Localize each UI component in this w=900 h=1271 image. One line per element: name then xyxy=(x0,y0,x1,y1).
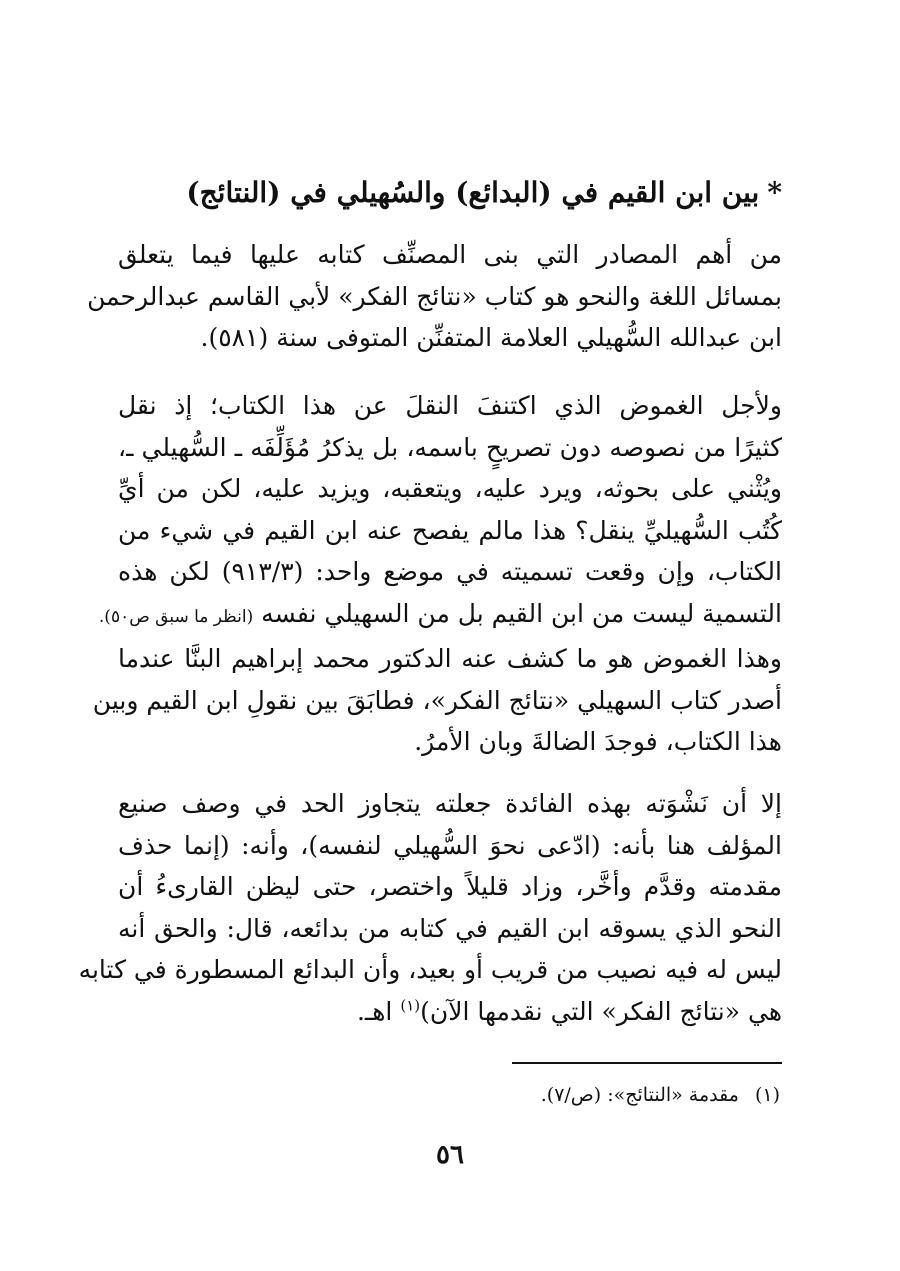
paragraph-3 xyxy=(78,783,782,1032)
footnote-separator xyxy=(512,1062,782,1064)
paragraph-line: المؤلف هنا بأنه: (ادّعى نحوَ السُّهيلي لنفسه)، وأنه: (إنما حذف xyxy=(118,830,782,860)
footnote-reference: (١) xyxy=(400,996,421,1015)
footnote-number: (١) xyxy=(754,1084,780,1106)
paragraph-line: من أهم المصادر التي بنى المصنِّف كتابه عليها فيما يتعلق xyxy=(118,240,782,269)
paragraph-line: الكتاب، وإن وقعت تسميته في موضع واحد: (٩١٣/٣) لكن هذه xyxy=(118,557,782,586)
footnote-text: مقدمة «النتائج»: (ص/٧). xyxy=(540,1084,739,1106)
paragraph-line: كثيرًا من نصوصه دون تصريحٍ باسمه، بل يذكرُ مُؤَلِّفَه ـ السُّهيلي ـ، xyxy=(118,432,782,462)
paragraph-line: بمسائل اللغة والنحو هو كتاب «نتائج الفكر» لأبي القاسم عبدالرحمن xyxy=(87,281,782,311)
paragraph-line: ويُثْني على بحوثه، ويرد عليه، ويتعقبه، ويزيد عليه، لكن من أيِّ xyxy=(118,474,782,503)
paragraph-line: مقدمته وقدَّم وأخَّر، وزاد قليلاً واختصر، حتى ليظن القارىءُ أن xyxy=(118,872,782,901)
heading-marker: * xyxy=(767,176,782,209)
paragraph-last-line xyxy=(118,991,782,1033)
paragraph-line: النحو الذي يسوقه ابن القيم في كتابه من بدائعه، قال: والحق أنه xyxy=(118,913,782,943)
paragraph-line-text: هي «نتائج الفكر» التي نقدمها الآن) xyxy=(420,996,782,1026)
paragraph-line-with-note xyxy=(98,593,782,639)
paragraph-line: كُتُب السُّهيليِّ ينقل؟ هذا مالم يفصح عنه ابن القيم في شيء من xyxy=(118,515,782,545)
paragraph-line: ليس له فيه نصيب من قريب أو بعيد، وأن البدائع المسطورة في كتابه xyxy=(78,955,782,984)
paragraph-line-text: التسمية ليست من ابن القيم بل من السهيلي نفسه xyxy=(261,598,782,628)
heading-title: بين ابن القيم في (البدائع) والسُهيلي في (النتائج) xyxy=(186,176,760,209)
paragraph-line: وهذا الغموض هو ما كشف عنه الدكتور محمد إبراهيم البنَّا عندما xyxy=(118,644,782,673)
paragraph-line: أصدر كتاب السهيلي «نتائج الفكر»، فطابَقَ بين نقولِ ابن القيم وبين xyxy=(92,685,782,715)
paragraph-2 xyxy=(92,385,782,763)
paragraph-line: ولأجل الغموض الذي اكتنفَ النقلَ عن هذا الكتاب؛ إذ نقل xyxy=(118,391,782,420)
paragraph-1 xyxy=(87,234,782,359)
paragraph-line-end: اهـ. xyxy=(356,996,393,1026)
section-heading xyxy=(118,170,782,216)
page-number: ٥٦ xyxy=(436,1140,464,1170)
paragraph-line: إلا أن نَشْوَته بهذه الفائدة جعلته يتجاوز الحد في وصف صنيع xyxy=(118,789,782,818)
cross-reference-note: (انظر ما سبق ص٥٠). xyxy=(98,606,254,627)
footnote xyxy=(118,1079,780,1111)
paragraph-line: هذا الكتاب، فوجدَ الضالةَ وبان الأمرُ. xyxy=(414,727,782,756)
paragraph-line: ابن عبدالله السُّهيلي العلامة المتفنِّن المتوفى سنة (٥٨١). xyxy=(200,323,782,352)
